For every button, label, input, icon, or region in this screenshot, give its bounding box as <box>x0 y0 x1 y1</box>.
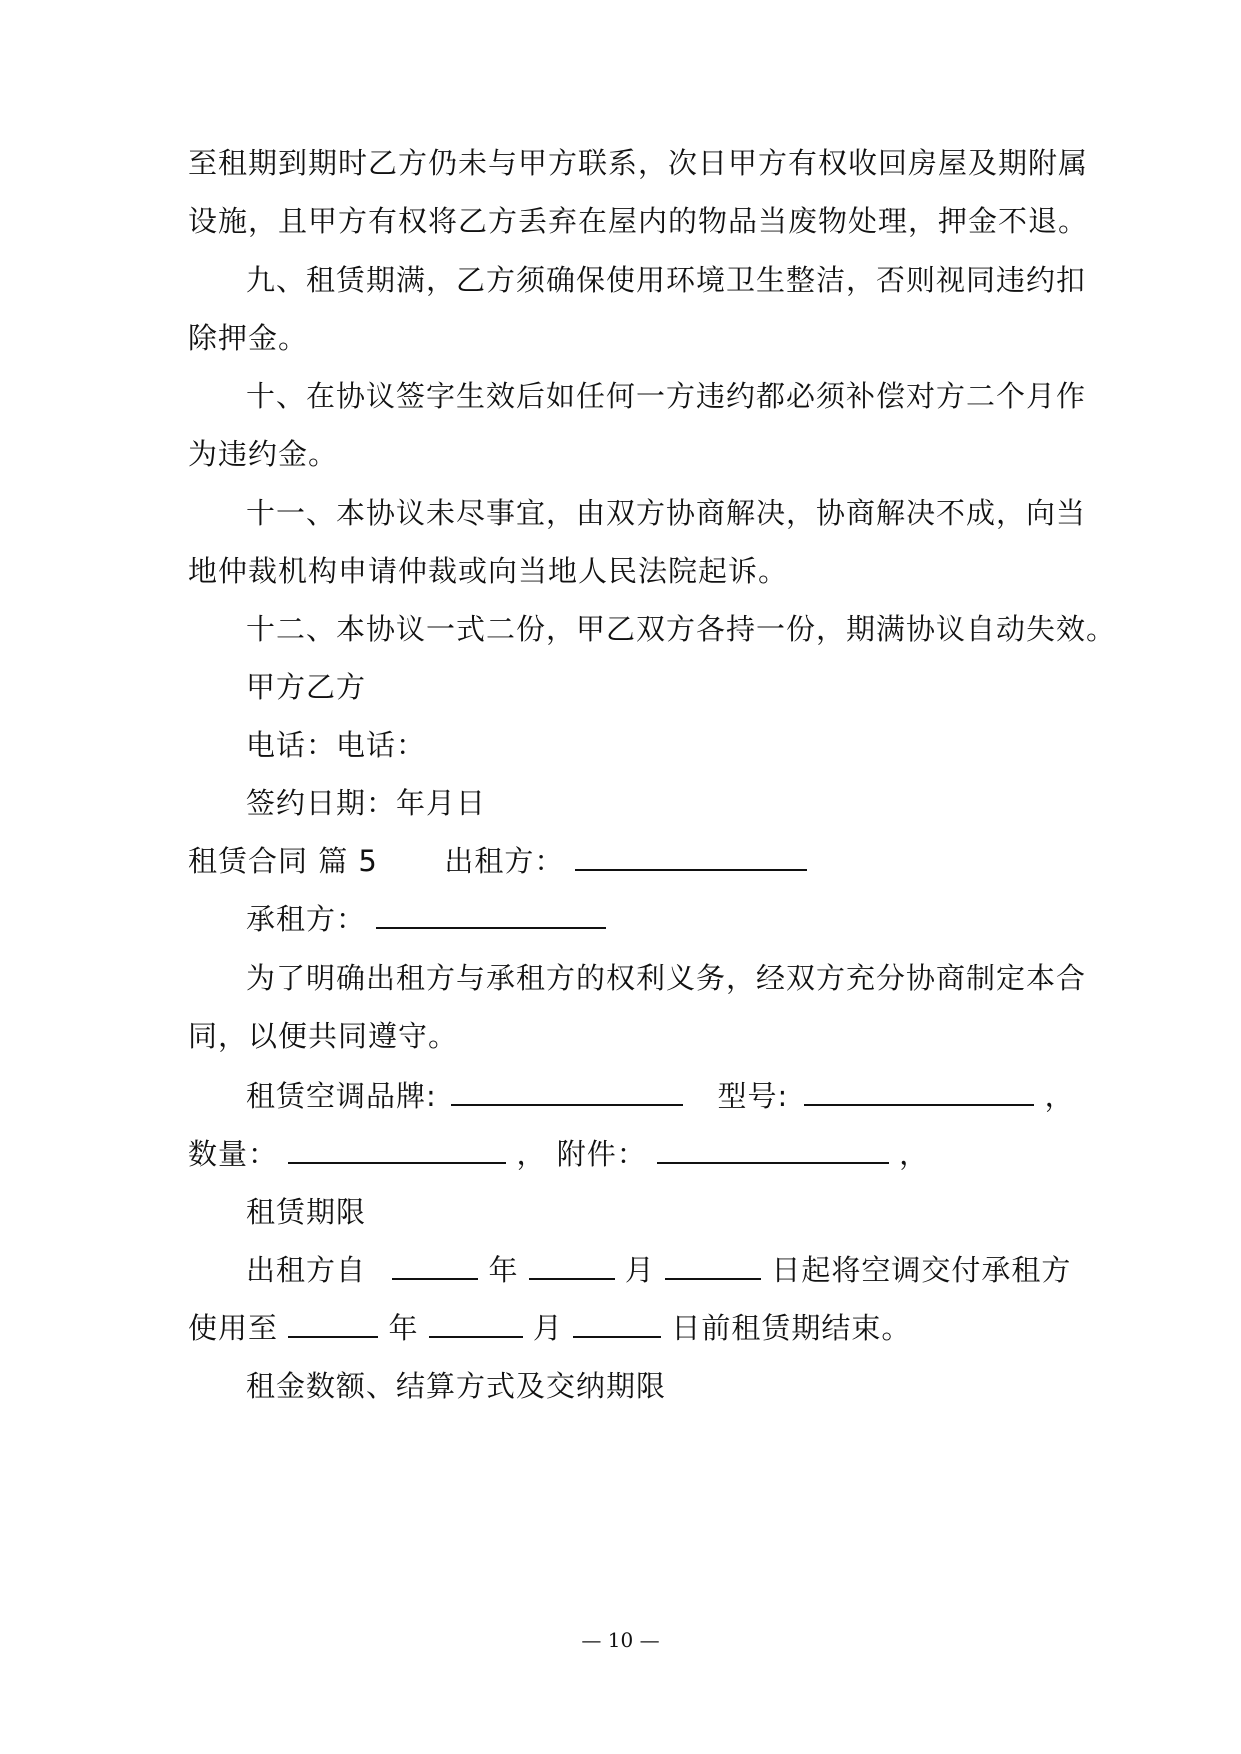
lessor-blank[interactable] <box>575 841 807 871</box>
year-label: 年 <box>388 1311 419 1345</box>
paragraph-line: 除押金。 <box>188 321 309 355</box>
paragraph-line: 地仲裁机构申请仲裁或向当地人民法院起诉。 <box>188 554 789 588</box>
lessee-line <box>246 899 1068 939</box>
model-label: 型号: <box>717 1079 789 1113</box>
comma: ， <box>516 1137 547 1171</box>
month-label: 月 <box>624 1253 655 1287</box>
term-start-line <box>246 1250 1072 1290</box>
term-heading: 租赁期限 <box>246 1195 367 1229</box>
clause-11: 十一、本协议未尽事宜，由双方协商解决，协商解决不成，向当 <box>246 496 1087 530</box>
party-labels: 甲方乙方 <box>246 670 367 704</box>
term-start-suffix: 日起将空调交付承租方 <box>771 1253 1072 1287</box>
comma: ， <box>899 1137 930 1171</box>
quantity-label: 数量： <box>188 1137 279 1171</box>
year-label: 年 <box>488 1253 519 1287</box>
end-month-blank[interactable] <box>429 1308 523 1338</box>
purpose-line: 为了明确出租方与承租方的权利义务，经双方充分协商制定本合 <box>246 961 1087 995</box>
paragraph-line: 设施，且甲方有权将乙方丢弃在屋内的物品当废物处理，押金不退。 <box>188 204 1089 238</box>
signing-date: 签约日期：年月日 <box>246 786 487 820</box>
phone-labels: 电话：电话： <box>246 728 427 762</box>
term-end-suffix: 日前租赁期结束。 <box>671 1311 912 1345</box>
brand-model-line <box>246 1076 1075 1116</box>
lessor-label: 出租方： <box>444 844 565 878</box>
lessee-blank[interactable] <box>376 899 606 929</box>
clause-10: 十、在协议签字生效后如任何一方违约都必须补偿对方二个月作 <box>246 379 1087 413</box>
clause-12: 十二、本协议一式二份，甲乙双方各持一份，期满协议自动失效。 <box>246 612 1117 646</box>
contract-header-line <box>188 841 1068 881</box>
model-blank[interactable] <box>804 1076 1034 1106</box>
term-end-line <box>188 1308 1068 1348</box>
term-start-prefix: 出租方自 <box>246 1253 367 1287</box>
rent-heading: 租金数额、结算方式及交纳期限 <box>246 1369 667 1403</box>
comma: ， <box>1044 1079 1075 1113</box>
section-title: 租赁合同 篇 5 <box>188 844 378 878</box>
attachment-blank[interactable] <box>657 1134 889 1164</box>
purpose-line: 同，以便共同遵守。 <box>188 1019 459 1053</box>
month-label: 月 <box>532 1311 563 1345</box>
end-day-blank[interactable] <box>573 1308 661 1338</box>
page-number: — 10 — <box>581 1628 660 1652</box>
quantity-attachment-line <box>188 1134 1068 1174</box>
term-end-prefix: 使用至 <box>188 1311 279 1345</box>
quantity-blank[interactable] <box>288 1134 506 1164</box>
attachment-label: 附件： <box>556 1137 647 1171</box>
brand-label: 租赁空调品牌: <box>246 1079 437 1113</box>
start-month-blank[interactable] <box>529 1250 615 1280</box>
start-day-blank[interactable] <box>665 1250 761 1280</box>
lessee-label: 承租方： <box>246 902 367 936</box>
end-year-blank[interactable] <box>288 1308 378 1338</box>
paragraph-line: 为违约金。 <box>188 437 339 471</box>
brand-blank[interactable] <box>451 1076 683 1106</box>
start-year-blank[interactable] <box>392 1250 478 1280</box>
clause-9: 九、租赁期满，乙方须确保使用环境卫生整洁，否则视同违约扣 <box>246 263 1087 297</box>
paragraph-line: 至租期到期时乙方仍未与甲方联系，次日甲方有权收回房屋及期附属 <box>188 146 1089 180</box>
